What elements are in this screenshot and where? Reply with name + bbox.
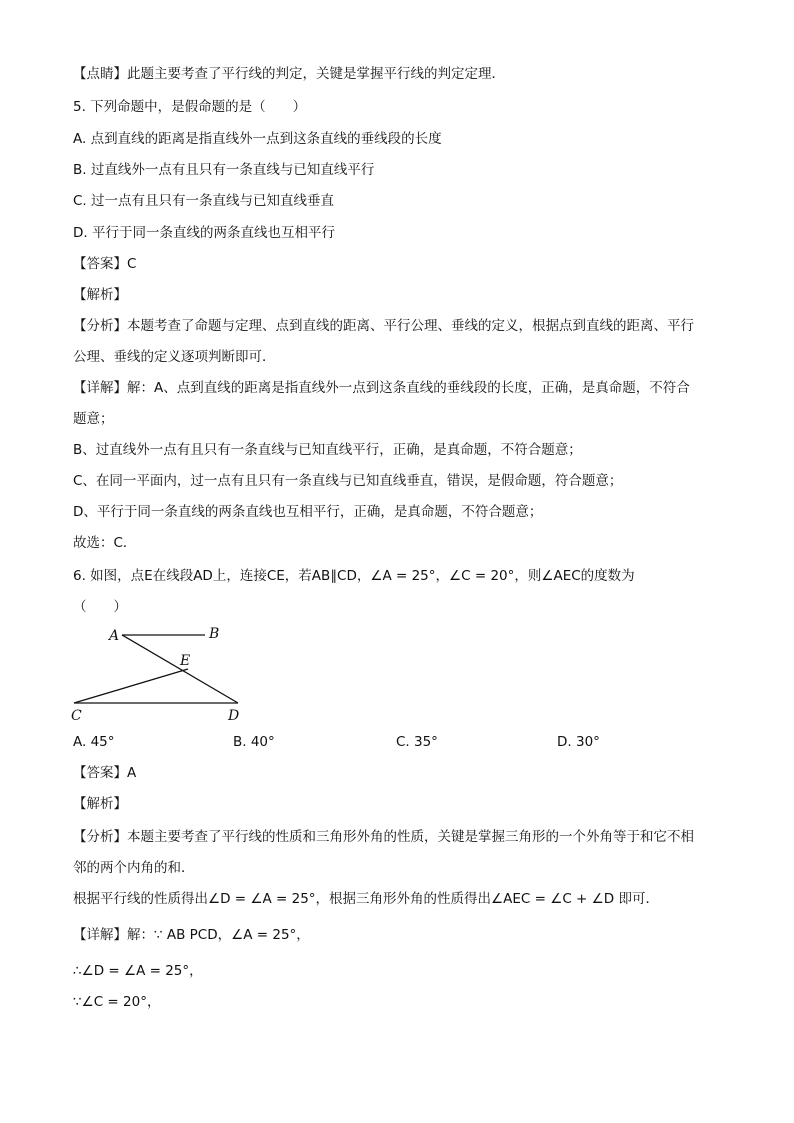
reasoning-text: 根据平行线的性质得出∠D = ∠A = 25°，根据三角形外角的性质得出∠AEC = ∠C + ∠D 即可． [73, 891, 659, 907]
answer-label: 【答案】C [73, 256, 137, 272]
detail-d: D、平行于同一条直线的两条直线也互相平行，正确，是真命题，不符合题意； [73, 504, 543, 520]
label-e: E [180, 653, 191, 669]
segment-ad [122, 635, 238, 703]
question-6-option-b: B. 40° [233, 734, 275, 750]
question-6-option-a: A. 45° [73, 734, 115, 750]
label-d: D [228, 708, 240, 724]
detail-step-1: 【详解】解：∵ AB PCD，∠A = 25°， [73, 927, 310, 943]
question-6-stem: 6. 如图，点E在线段AD上，连接CE，若AB∥CD，∠A = 25°，∠C = 20°，则∠AEC的度数为 [73, 568, 635, 584]
label-c: C [71, 708, 82, 724]
detail-c: C、在同一平面内，过一点有且只有一条直线与已知直线垂直，错误，是假命题，符合题意； [73, 473, 623, 489]
question-5-stem: 5. 下列命题中，是假命题的是（ ） [73, 99, 307, 115]
conclusion: 故选：C． [73, 535, 137, 551]
analysis-label: 【解析】 [73, 287, 127, 303]
note-line: 【点睛】此题主要考查了平行线的判定，关键是掌握平行线的判定定理． [73, 66, 505, 82]
label-a: A [109, 628, 120, 644]
question-5-option-d: D. 平行于同一条直线的两条直线也互相平行 [73, 225, 335, 241]
geometry-figure [68, 622, 258, 727]
label-b: B [209, 626, 220, 642]
detail-step-2: ∴∠D = ∠A = 25°， [73, 963, 203, 979]
analysis-label-6: 【解析】 [73, 796, 127, 812]
question-5-option-a: A. 点到直线的距离是指直线外一点到这条直线的垂线段的长度 [73, 131, 442, 147]
question-6-bracket: （ ） [73, 599, 127, 615]
question-5-option-c: C. 过一点有且只有一条直线与已知直线垂直 [73, 193, 335, 209]
analysis-text-6: 【分析】本题主要考查了平行线的性质和三角形外角的性质，关键是掌握三角形的一个外角等于和它不相 [73, 829, 694, 845]
analysis-text: 【分析】本题考查了命题与定理、点到直线的距离、平行公理、垂线的定义，根据点到直线的距离、平行 [73, 318, 694, 334]
answer-label-6: 【答案】A [73, 765, 137, 781]
analysis-text-cont: 公理、垂线的定义逐项判断即可． [73, 349, 276, 365]
question-5-option-b: B. 过直线外一点有且只有一条直线与已知直线平行 [73, 162, 375, 178]
detail-b: B、过直线外一点有且只有一条直线与已知直线平行，正确，是真命题，不符合题意； [73, 442, 582, 458]
question-6-option-d: D. 30° [557, 734, 600, 750]
detail-step-3: ∵∠C = 20°， [73, 994, 161, 1010]
question-6-option-c: C. 35° [396, 734, 438, 750]
detail-text: 【详解】解：A、点到直线的距离是指直线外一点到这条直线的垂线段的长度，正确，是真命题，不符合 [73, 380, 690, 396]
analysis-text-6-cont: 邻的两个内角的和． [73, 860, 195, 876]
detail-text-cont: 题意； [73, 411, 114, 427]
segment-ce [74, 669, 188, 703]
